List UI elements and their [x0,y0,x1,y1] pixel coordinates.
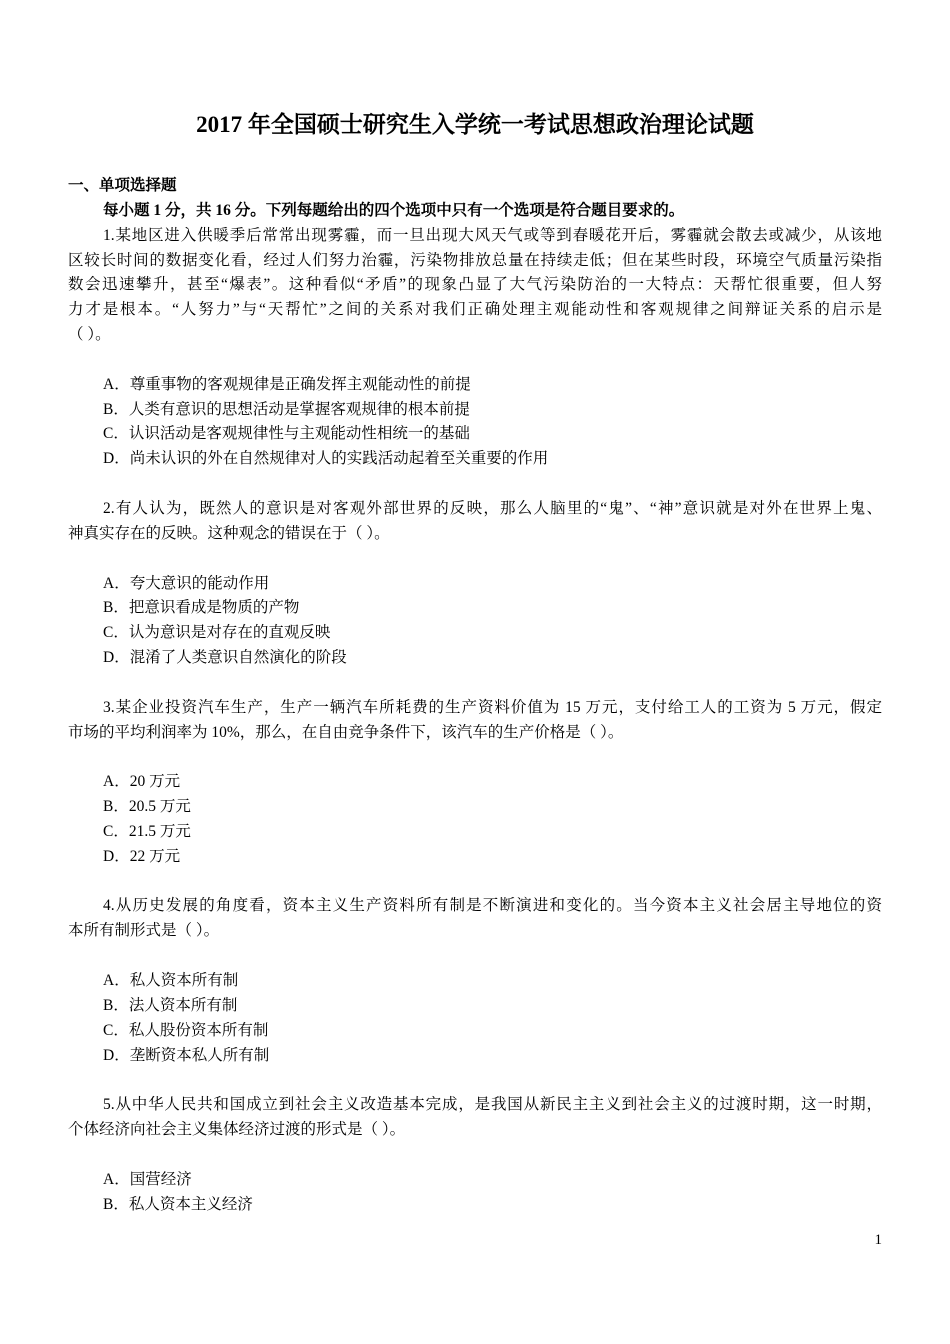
option-a [68,770,882,795]
option-b [68,994,882,1019]
option-list [68,969,882,1068]
option-c [68,1019,882,1044]
document-body [68,174,882,1217]
stem-line: 市场的平均利润率为 10%，那么，在自由竞争条件下，该汽车的生产价格是（ ）。 [68,723,624,741]
option-text: 22 万元 [129,847,181,865]
option-d [68,646,882,671]
option-label: B． [103,798,129,816]
option-c [68,820,882,845]
option-text: 尊重事物的客观规律是正确发挥主观能动性的前提 [129,375,471,393]
option-text: 私人股份资本所有制 [128,1021,269,1039]
option-text: 把意识看成是物质的产物 [128,599,300,617]
option-text: 认为意识是对存在的直观反映 [128,624,331,642]
option-c [68,621,882,646]
option-label: B． [103,400,129,418]
option-text: 认识活动是客观规律性与主观能动性相统一的基础 [128,425,470,443]
question-1 [68,224,882,472]
section-heading: 一、单项选择题 [68,177,177,194]
option-text: 人类有意识的思想活动是掌握客观规律的根本前提 [128,400,470,418]
option-text: 21.5 万元 [128,822,191,840]
stem-line: 区较长时间的数据变化看，经过人们努力治霾，污染物排放总量在持续走低；但在某些时段，环境空气质量污染指 [68,251,882,269]
option-b [68,1193,882,1218]
option-label: A． [103,972,130,989]
option-list [68,1168,882,1218]
stem-line: 1.某地区进入供暖季后常常出现雾霾，而一旦出现大风天气或等到春暖花开后，雾霾就会散去或减少，从该地 [103,226,882,244]
option-d [68,1044,882,1069]
option-text: 20.5 万元 [128,798,191,816]
option-label: B． [103,996,129,1014]
question-4 [68,894,882,1068]
question-stem [68,224,882,348]
option-list [68,572,882,671]
option-a [68,373,882,398]
question-2 [68,497,882,671]
stem-line: 数会迅速攀升，甚至“爆表”。这种看似“矛盾”的现象凸显了大气污染防治的一大特点：天帮忙很重要，但人努 [68,276,882,294]
option-a [68,572,882,597]
question-stem [68,1093,882,1143]
stem-line: 个体经济向社会主义集体经济过渡的形式是（ ）。 [68,1121,406,1139]
stem-line: 2.有人认为，既然人的意识是对客观外部世界的反映，那么人脑里的“鬼”、“神”意识就是对外在世界上鬼、 [103,499,882,517]
option-label: A． [103,574,130,592]
option-label: D． [103,649,130,667]
stem-line: 5.从中华人民共和国成立到社会主义改造基本完成，是我国从新民主主义到社会主义的过渡时期，这一时期， [103,1096,882,1114]
question-3 [68,696,882,870]
option-label: D． [103,1046,130,1064]
option-text: 20 万元 [129,773,181,791]
option-d [68,845,882,870]
option-list [68,770,882,869]
option-label: A． [103,1170,130,1188]
question-stem [68,894,882,944]
option-b [68,398,882,423]
option-label: A． [103,375,130,393]
question-stem [68,696,882,746]
stem-line: 3.某企业投资汽车生产，生产一辆汽车所耗费的生产资料价值为 15 万元，支付给工人的工资为 5 万元，假定 [103,698,882,716]
section-instruction: 每小题 1 分，共 16 分。下列每题给出的四个选项中只有一个选项是符合题目要求的。 [103,201,685,219]
option-text: 法人资本所有制 [128,996,238,1014]
option-text: 尚未认识的外在自然规律对人的实践活动起着至关重要的作用 [129,450,549,468]
option-label: C． [103,1021,129,1039]
option-label: B． [103,599,129,617]
stem-line: 神真实存在的反映。这种观念的错误在于（ ）。 [68,524,390,542]
option-a [68,969,882,994]
option-label: D． [103,847,130,865]
option-label: C． [103,425,129,443]
option-list [68,373,882,472]
question-stem [68,497,882,547]
option-a [68,1168,882,1193]
option-text: 私人资本主义经济 [128,1195,253,1213]
option-b [68,795,882,820]
option-label: B． [103,1195,129,1213]
option-label: C． [103,624,129,642]
stem-line: （ ）。 [68,326,111,344]
stem-line: 4.从历史发展的角度看，资本主义生产资料所有制是不断演进和变化的。当今资本主义社会居主导地位的资 [103,897,882,915]
option-label: A． [103,773,130,791]
option-text: 垄断资本私人所有制 [129,1046,270,1064]
page-number: 1 [874,1232,882,1248]
option-label: D． [103,450,130,468]
question-5 [68,1093,882,1217]
option-label: C． [103,822,129,840]
option-text: 国营经济 [129,1170,192,1188]
option-text: 私人资本所有制 [129,972,239,989]
stem-line: 本所有制形式是（ ）。 [68,922,220,940]
option-c [68,422,882,447]
option-d [68,447,882,472]
option-text: 夸大意识的能动作用 [129,574,270,592]
document-title: 2017 年全国硕士研究生入学统一考试思想政治理论试题 [196,112,754,137]
stem-line: 力才是根本。“人努力”与“天帮忙”之间的关系对我们正确处理主观能动性和客观规律之间辩证关系的启示是 [68,301,882,319]
option-b [68,596,882,621]
option-text: 混淆了人类意识自然演化的阶段 [129,649,347,667]
